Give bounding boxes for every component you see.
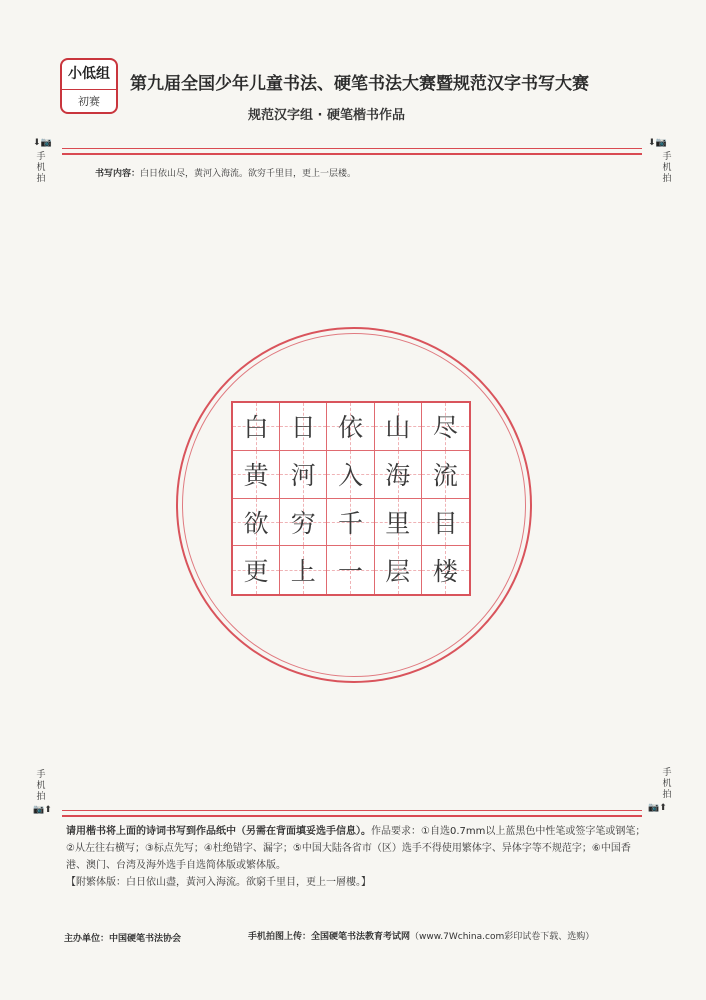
main-title: 第九届全国少年儿童书法、硬笔书法大赛暨规范汉字书写大赛 <box>130 74 589 94</box>
sub-title: 规范汉字组 · 硬笔楷书作品 <box>248 108 405 123</box>
side-note-bottom-left: 手机拍 <box>36 770 46 802</box>
grid-cell: 里 <box>375 499 422 547</box>
instructions-body: 作品要求：①自选0.7mm以上蓝黑色中性笔或签字笔或钢笔；②从左往右横写；③标点先写；④杜绝错字、漏字；⑤中国大陆各省市（区）选手不得使用繁体字、异体字等不规范字；⑥中国香港、澳门、台湾及海外选手自选简体版或繁体版。 <box>66 826 646 871</box>
grid-cell: 依 <box>327 403 374 451</box>
grid-cell: 流 <box>422 451 469 499</box>
grid-cell: 欲 <box>233 499 280 547</box>
content-line <box>95 166 356 179</box>
camera-down-icon-left: ⬇📷 <box>33 138 52 148</box>
content-label: 书写内容： <box>95 169 141 179</box>
camera-up-icon-right: 📷⬆ <box>648 803 667 813</box>
side-note-top-right: 手机拍 <box>662 152 672 184</box>
traditional-version: 【附繁体版：白日依山盡，黃河入海流。欲窮千里目，更上一層樓。】 <box>66 877 371 888</box>
side-note-bottom-right: 手机拍 <box>662 768 672 800</box>
group-badge <box>60 58 118 114</box>
side-note-top-left: 手机拍 <box>36 152 46 184</box>
grid-cell: 日 <box>280 403 327 451</box>
grid-cell: 目 <box>422 499 469 547</box>
grid-cell: 千 <box>327 499 374 547</box>
grid-cell: 上 <box>280 546 327 594</box>
group-label: 小低组 <box>62 60 116 90</box>
grid-cell: 山 <box>375 403 422 451</box>
grid-cell: 白 <box>233 403 280 451</box>
grid-cell: 楼 <box>422 546 469 594</box>
grid-cell: 更 <box>233 546 280 594</box>
grid-cell: 海 <box>375 451 422 499</box>
upload-info <box>248 929 594 942</box>
upload-site: （www.7Wchina.com彩印试卷下载、选购） <box>410 932 595 942</box>
bottom-rule <box>62 810 642 817</box>
grid-cell: 河 <box>280 451 327 499</box>
grid-cell: 一 <box>327 546 374 594</box>
grid-cell: 入 <box>327 451 374 499</box>
grid-cell: 黄 <box>233 451 280 499</box>
grid-cell: 层 <box>375 546 422 594</box>
instructions-lead: 请用楷书将上面的诗词书写到作品纸中（另需在背面填妥选手信息）。 <box>66 826 371 837</box>
writing-grid <box>231 401 471 596</box>
instructions <box>66 823 646 891</box>
grid-cell: 穷 <box>280 499 327 547</box>
grid-cell: 尽 <box>422 403 469 451</box>
round-label: 初赛 <box>78 95 100 108</box>
upload-label: 手机拍图上传：全国硬笔书法教育考试网 <box>248 932 411 942</box>
camera-down-icon-right: ⬇📷 <box>648 138 667 148</box>
host-organizer: 主办单位：中国硬笔书法协会 <box>64 934 182 944</box>
content-text: 白日依山尽，黄河入海流。欲穷千里目，更上一层楼。 <box>140 169 357 179</box>
top-rule <box>62 148 642 155</box>
camera-up-icon-left: 📷⬆ <box>33 805 52 815</box>
